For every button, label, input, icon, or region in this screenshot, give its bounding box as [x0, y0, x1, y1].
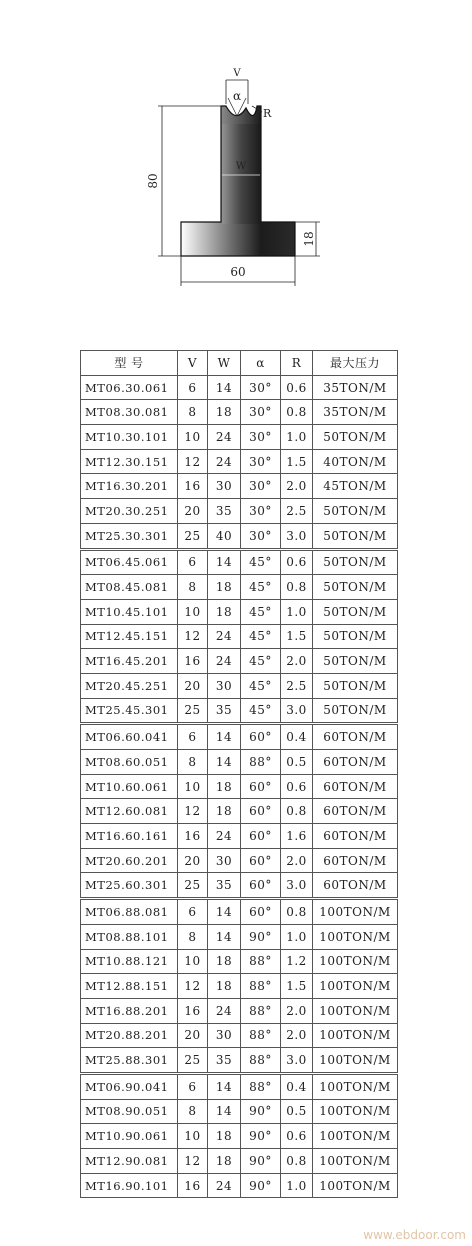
- r-cell: 1.0: [281, 599, 313, 624]
- w-cell: 30: [208, 848, 241, 873]
- alpha-label: α: [232, 89, 242, 103]
- w-cell: 24: [208, 624, 241, 649]
- v-label: V: [233, 68, 241, 79]
- w-cell: 35: [208, 499, 241, 524]
- header-alpha: α: [241, 351, 281, 376]
- max-pressure-cell: 60TON/M: [313, 724, 398, 750]
- r-cell: 1.0: [281, 1173, 313, 1198]
- model-cell: MT20.30.251: [81, 499, 178, 524]
- max-pressure-cell: 100TON/M: [313, 1124, 398, 1149]
- model-cell: MT25.45.301: [81, 698, 178, 724]
- alpha-cell: 90°: [241, 1099, 281, 1124]
- w-cell: 24: [208, 998, 241, 1023]
- table-row: [81, 974, 398, 999]
- v-cell: 16: [178, 474, 208, 499]
- r-cell: 3.0: [281, 873, 313, 899]
- model-cell: MT12.45.151: [81, 624, 178, 649]
- w-cell: 30: [208, 1023, 241, 1048]
- max-pressure-cell: 60TON/M: [313, 799, 398, 824]
- r-cell: 2.0: [281, 474, 313, 499]
- w-cell: 18: [208, 799, 241, 824]
- v-cell: 16: [178, 824, 208, 849]
- model-cell: MT06.30.061: [81, 375, 178, 400]
- max-pressure-cell: 45TON/M: [313, 474, 398, 499]
- w-cell: 14: [208, 375, 241, 400]
- w-cell: 18: [208, 575, 241, 600]
- r-cell: 0.6: [281, 1124, 313, 1149]
- alpha-cell: 30°: [241, 499, 281, 524]
- alpha-cell: 88°: [241, 974, 281, 999]
- table-row: [81, 575, 398, 600]
- model-cell: MT20.60.201: [81, 848, 178, 873]
- v-cell: 8: [178, 1099, 208, 1124]
- w-cell: 14: [208, 899, 241, 925]
- max-pressure-cell: 40TON/M: [313, 449, 398, 474]
- alpha-cell: 60°: [241, 774, 281, 799]
- table-row: [81, 549, 398, 575]
- model-cell: MT08.88.101: [81, 924, 178, 949]
- w-cell: 40: [208, 523, 241, 549]
- w-label: W: [235, 161, 247, 172]
- alpha-cell: 88°: [241, 949, 281, 974]
- r-cell: 0.6: [281, 774, 313, 799]
- table-row: [81, 1099, 398, 1124]
- table-row: [81, 824, 398, 849]
- table-row: [81, 1124, 398, 1149]
- r-cell: 2.0: [281, 649, 313, 674]
- alpha-cell: 45°: [241, 673, 281, 698]
- r-cell: 3.0: [281, 523, 313, 549]
- r-cell: 0.5: [281, 1099, 313, 1124]
- model-cell: MT12.90.081: [81, 1149, 178, 1174]
- v-cell: 20: [178, 848, 208, 873]
- v-cell: 8: [178, 575, 208, 600]
- model-cell: MT25.60.301: [81, 873, 178, 899]
- max-pressure-cell: 50TON/M: [313, 575, 398, 600]
- w-cell: 18: [208, 1149, 241, 1174]
- r-cell: 3.0: [281, 1048, 313, 1074]
- watermark: www.ebdoor.com: [363, 1228, 466, 1242]
- r-cell: 2.0: [281, 848, 313, 873]
- header-model: 型 号: [81, 351, 178, 376]
- v-cell: 6: [178, 549, 208, 575]
- v-cell: 10: [178, 949, 208, 974]
- max-pressure-cell: 100TON/M: [313, 998, 398, 1023]
- table-row: [81, 1149, 398, 1174]
- max-pressure-cell: 50TON/M: [313, 673, 398, 698]
- table-row: [81, 873, 398, 899]
- r-label: R: [263, 107, 272, 120]
- alpha-cell: 30°: [241, 375, 281, 400]
- header-r: R: [281, 351, 313, 376]
- max-pressure-cell: 50TON/M: [313, 499, 398, 524]
- w-cell: 14: [208, 750, 241, 775]
- max-pressure-cell: 100TON/M: [313, 924, 398, 949]
- r-cell: 2.0: [281, 998, 313, 1023]
- v-cell: 10: [178, 1124, 208, 1149]
- w-cell: 18: [208, 974, 241, 999]
- max-pressure-cell: 100TON/M: [313, 899, 398, 925]
- v-cell: 8: [178, 400, 208, 425]
- r-cell: 3.0: [281, 698, 313, 724]
- model-cell: MT12.30.151: [81, 449, 178, 474]
- alpha-cell: 45°: [241, 575, 281, 600]
- v-cell: 6: [178, 899, 208, 925]
- table-body: [81, 375, 398, 1198]
- die-profile-diagram: [0, 0, 472, 310]
- w-cell: 24: [208, 824, 241, 849]
- max-pressure-cell: 100TON/M: [313, 1173, 398, 1198]
- table-row: [81, 1048, 398, 1074]
- r-cell: 0.8: [281, 1149, 313, 1174]
- r-cell: 0.6: [281, 375, 313, 400]
- r-cell: 0.8: [281, 575, 313, 600]
- header-max-pressure: 最大压力: [313, 351, 398, 376]
- model-cell: MT06.60.041: [81, 724, 178, 750]
- v-cell: 12: [178, 449, 208, 474]
- max-pressure-cell: 50TON/M: [313, 599, 398, 624]
- w-cell: 24: [208, 649, 241, 674]
- model-cell: MT25.88.301: [81, 1048, 178, 1074]
- r-cell: 0.4: [281, 724, 313, 750]
- max-pressure-cell: 100TON/M: [313, 1048, 398, 1074]
- model-cell: MT08.45.081: [81, 575, 178, 600]
- w-cell: 18: [208, 1124, 241, 1149]
- v-cell: 10: [178, 425, 208, 450]
- table-row: [81, 899, 398, 925]
- model-cell: MT08.30.081: [81, 400, 178, 425]
- model-cell: MT10.60.061: [81, 774, 178, 799]
- w-cell: 18: [208, 949, 241, 974]
- v-cell: 25: [178, 1048, 208, 1074]
- model-cell: MT16.45.201: [81, 649, 178, 674]
- alpha-cell: 60°: [241, 824, 281, 849]
- max-pressure-cell: 60TON/M: [313, 873, 398, 899]
- header-w: W: [208, 351, 241, 376]
- alpha-cell: 30°: [241, 400, 281, 425]
- table-row: [81, 949, 398, 974]
- alpha-cell: 90°: [241, 924, 281, 949]
- r-cell: 2.5: [281, 499, 313, 524]
- table-row: [81, 848, 398, 873]
- base-width-label: 60: [230, 265, 246, 279]
- v-cell: 12: [178, 624, 208, 649]
- model-cell: MT20.45.251: [81, 673, 178, 698]
- v-cell: 25: [178, 698, 208, 724]
- alpha-cell: 88°: [241, 750, 281, 775]
- table-row: [81, 673, 398, 698]
- height-label: 80: [146, 173, 160, 189]
- table-row: [81, 1073, 398, 1099]
- r-cell: 1.5: [281, 449, 313, 474]
- alpha-cell: 45°: [241, 698, 281, 724]
- max-pressure-cell: 100TON/M: [313, 949, 398, 974]
- model-cell: MT16.60.161: [81, 824, 178, 849]
- v-cell: 20: [178, 673, 208, 698]
- alpha-cell: 60°: [241, 799, 281, 824]
- model-cell: MT20.88.201: [81, 1023, 178, 1048]
- table-row: [81, 624, 398, 649]
- max-pressure-cell: 100TON/M: [313, 1149, 398, 1174]
- base-height-label: 18: [302, 231, 316, 247]
- v-cell: 25: [178, 523, 208, 549]
- v-cell: 12: [178, 799, 208, 824]
- max-pressure-cell: 50TON/M: [313, 523, 398, 549]
- model-cell: MT12.60.081: [81, 799, 178, 824]
- max-pressure-cell: 50TON/M: [313, 624, 398, 649]
- die-spec-table: [80, 350, 398, 1198]
- r-cell: 1.0: [281, 924, 313, 949]
- model-cell: MT25.30.301: [81, 523, 178, 549]
- table-row: [81, 649, 398, 674]
- alpha-cell: 88°: [241, 1048, 281, 1074]
- alpha-cell: 90°: [241, 1124, 281, 1149]
- v-cell: 6: [178, 724, 208, 750]
- w-cell: 14: [208, 1099, 241, 1124]
- model-cell: MT08.90.051: [81, 1099, 178, 1124]
- table-row: [81, 1023, 398, 1048]
- max-pressure-cell: 60TON/M: [313, 848, 398, 873]
- max-pressure-cell: 100TON/M: [313, 1099, 398, 1124]
- table-row: [81, 698, 398, 724]
- w-cell: 14: [208, 549, 241, 575]
- w-cell: 18: [208, 774, 241, 799]
- table-row: [81, 750, 398, 775]
- alpha-cell: 60°: [241, 899, 281, 925]
- max-pressure-cell: 60TON/M: [313, 824, 398, 849]
- v-cell: 16: [178, 998, 208, 1023]
- r-cell: 1.5: [281, 624, 313, 649]
- table-row: [81, 924, 398, 949]
- alpha-cell: 60°: [241, 848, 281, 873]
- r-cell: 0.5: [281, 750, 313, 775]
- r-cell: 1.0: [281, 425, 313, 450]
- alpha-cell: 60°: [241, 873, 281, 899]
- max-pressure-cell: 60TON/M: [313, 750, 398, 775]
- max-pressure-cell: 50TON/M: [313, 698, 398, 724]
- r-cell: 0.8: [281, 799, 313, 824]
- v-cell: 8: [178, 924, 208, 949]
- alpha-cell: 45°: [241, 649, 281, 674]
- w-cell: 24: [208, 1173, 241, 1198]
- model-cell: MT06.45.061: [81, 549, 178, 575]
- table-row: [81, 523, 398, 549]
- v-cell: 6: [178, 375, 208, 400]
- max-pressure-cell: 60TON/M: [313, 774, 398, 799]
- v-cell: 20: [178, 499, 208, 524]
- w-cell: 24: [208, 449, 241, 474]
- w-cell: 14: [208, 1073, 241, 1099]
- model-cell: MT16.88.201: [81, 998, 178, 1023]
- model-cell: MT12.88.151: [81, 974, 178, 999]
- alpha-cell: 88°: [241, 998, 281, 1023]
- table-row: [81, 1173, 398, 1198]
- alpha-cell: 45°: [241, 599, 281, 624]
- alpha-cell: 45°: [241, 549, 281, 575]
- table-row: [81, 375, 398, 400]
- w-cell: 18: [208, 400, 241, 425]
- r-cell: 0.8: [281, 400, 313, 425]
- v-cell: 10: [178, 774, 208, 799]
- v-cell: 20: [178, 1023, 208, 1048]
- w-cell: 14: [208, 724, 241, 750]
- alpha-cell: 60°: [241, 724, 281, 750]
- table-row: [81, 449, 398, 474]
- r-cell: 2.0: [281, 1023, 313, 1048]
- alpha-cell: 88°: [241, 1023, 281, 1048]
- max-pressure-cell: 50TON/M: [313, 549, 398, 575]
- r-cell: 1.2: [281, 949, 313, 974]
- r-cell: 1.5: [281, 974, 313, 999]
- alpha-cell: 30°: [241, 449, 281, 474]
- model-cell: MT10.90.061: [81, 1124, 178, 1149]
- model-cell: MT06.90.041: [81, 1073, 178, 1099]
- w-cell: 35: [208, 1048, 241, 1074]
- model-cell: MT16.30.201: [81, 474, 178, 499]
- alpha-cell: 88°: [241, 1073, 281, 1099]
- header-v: V: [178, 351, 208, 376]
- table-header-row: [81, 351, 398, 376]
- model-cell: MT10.45.101: [81, 599, 178, 624]
- alpha-cell: 30°: [241, 523, 281, 549]
- v-cell: 16: [178, 1173, 208, 1198]
- v-cell: 16: [178, 649, 208, 674]
- v-cell: 6: [178, 1073, 208, 1099]
- table-row: [81, 774, 398, 799]
- v-cell: 10: [178, 599, 208, 624]
- model-cell: MT06.88.081: [81, 899, 178, 925]
- model-cell: MT10.88.121: [81, 949, 178, 974]
- alpha-cell: 90°: [241, 1149, 281, 1174]
- max-pressure-cell: 50TON/M: [313, 425, 398, 450]
- model-cell: MT08.60.051: [81, 750, 178, 775]
- r-cell: 0.4: [281, 1073, 313, 1099]
- max-pressure-cell: 35TON/M: [313, 400, 398, 425]
- w-cell: 35: [208, 873, 241, 899]
- table-row: [81, 724, 398, 750]
- r-cell: 0.6: [281, 549, 313, 575]
- die-stem-shade: [222, 124, 260, 224]
- w-cell: 18: [208, 599, 241, 624]
- model-cell: MT16.90.101: [81, 1173, 178, 1198]
- alpha-cell: 90°: [241, 1173, 281, 1198]
- table-row: [81, 599, 398, 624]
- alpha-cell: 45°: [241, 624, 281, 649]
- max-pressure-cell: 100TON/M: [313, 1073, 398, 1099]
- r-cell: 0.8: [281, 899, 313, 925]
- max-pressure-cell: 35TON/M: [313, 375, 398, 400]
- table-row: [81, 998, 398, 1023]
- v-cell: 12: [178, 974, 208, 999]
- alpha-cell: 30°: [241, 474, 281, 499]
- r-cell: 1.6: [281, 824, 313, 849]
- w-cell: 24: [208, 425, 241, 450]
- max-pressure-cell: 100TON/M: [313, 974, 398, 999]
- v-cell: 12: [178, 1149, 208, 1174]
- table-row: [81, 400, 398, 425]
- table-row: [81, 474, 398, 499]
- max-pressure-cell: 50TON/M: [313, 649, 398, 674]
- model-cell: MT10.30.101: [81, 425, 178, 450]
- max-pressure-cell: 100TON/M: [313, 1023, 398, 1048]
- table-row: [81, 799, 398, 824]
- w-cell: 35: [208, 698, 241, 724]
- table-row: [81, 425, 398, 450]
- alpha-cell: 30°: [241, 425, 281, 450]
- table-row: [81, 499, 398, 524]
- v-cell: 25: [178, 873, 208, 899]
- w-cell: 30: [208, 474, 241, 499]
- v-cell: 8: [178, 750, 208, 775]
- w-cell: 30: [208, 673, 241, 698]
- w-cell: 14: [208, 924, 241, 949]
- r-cell: 2.5: [281, 673, 313, 698]
